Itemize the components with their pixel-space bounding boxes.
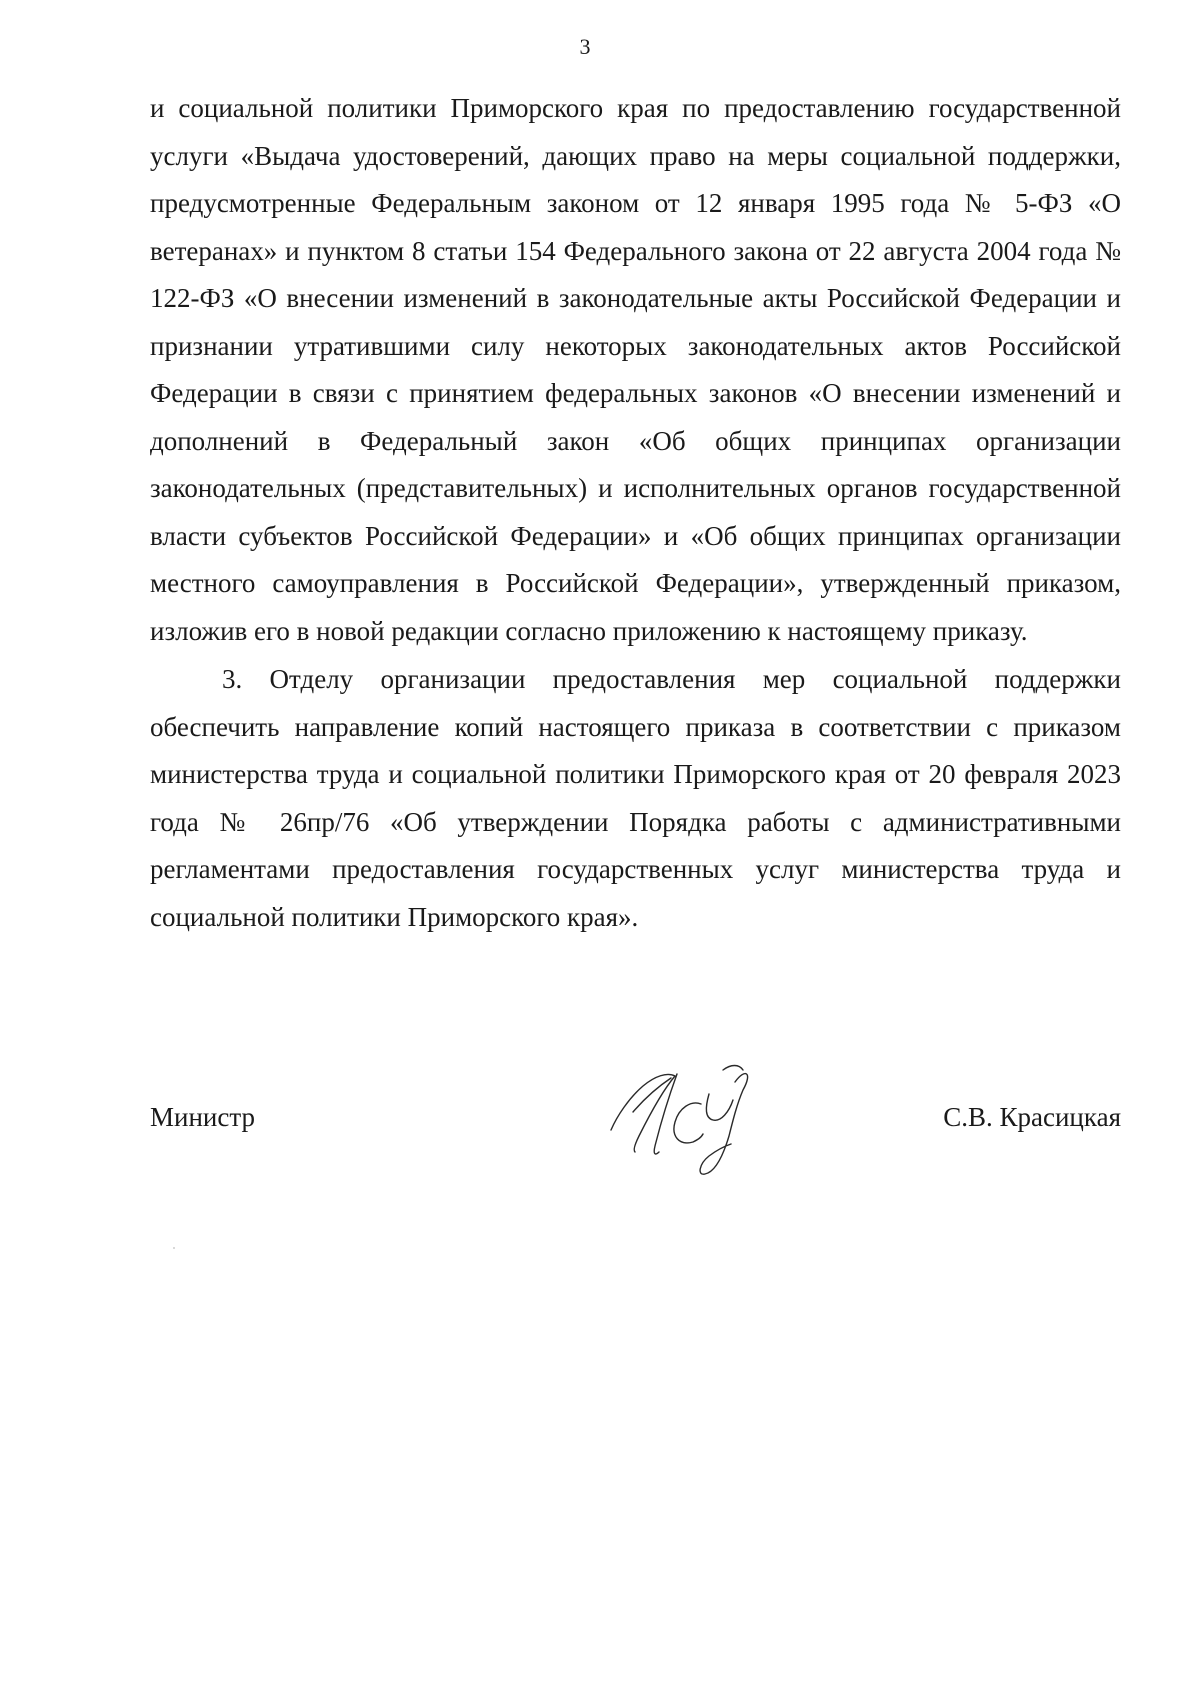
signer-name: С.В. Красицкая <box>943 1102 1121 1132</box>
body-paragraph-2: 3. Отделу организации предоставления мер социальной поддержки обеспечить направление копий настоящего приказа в соответствии с приказом министерства труда и социальной политики Приморского края от 20 февраля 2023 года № 26пр/76 «Об утверждении Порядка работы с административными регламентами предоставления государственных услуг министерства труда и социальной политики Приморского края». <box>150 664 1121 932</box>
document-body <box>150 85 1121 941</box>
body-paragraph-1: и социальной политики Приморского края по предоставлению государственной услуги «Выдача удостоверений, дающих право на меры социальной поддержки, предусмотренные Федеральным законом от 12 января 1995 года № 5-ФЗ «О ветеранах» и пунктом 8 статьи 154 Федерального закона от 22 августа 2004 года № 122-ФЗ «О внесении изменений в законодательные акты Российской Федерации и признании утратившими силу некоторых законодательных актов Российской Федерации в связи с принятием федеральных законов «О внесении изменений и дополнений в Федеральный закон «Об общих принципах организации законодательных (представительных) и исполнительных органов государственной власти субъектов Российской Федерации» и «Об общих принципах организации местного самоуправления в Российской Федерации», утвержденный приказом, изложив его в новой редакции согласно приложению к настоящему приказу. <box>150 93 1121 646</box>
scan-artifact <box>173 1247 175 1249</box>
page-number: 3 <box>579 34 591 59</box>
signature-block <box>150 1060 1121 1180</box>
signer-title: Министр <box>150 1102 255 1132</box>
handwritten-signature <box>605 1060 755 1178</box>
